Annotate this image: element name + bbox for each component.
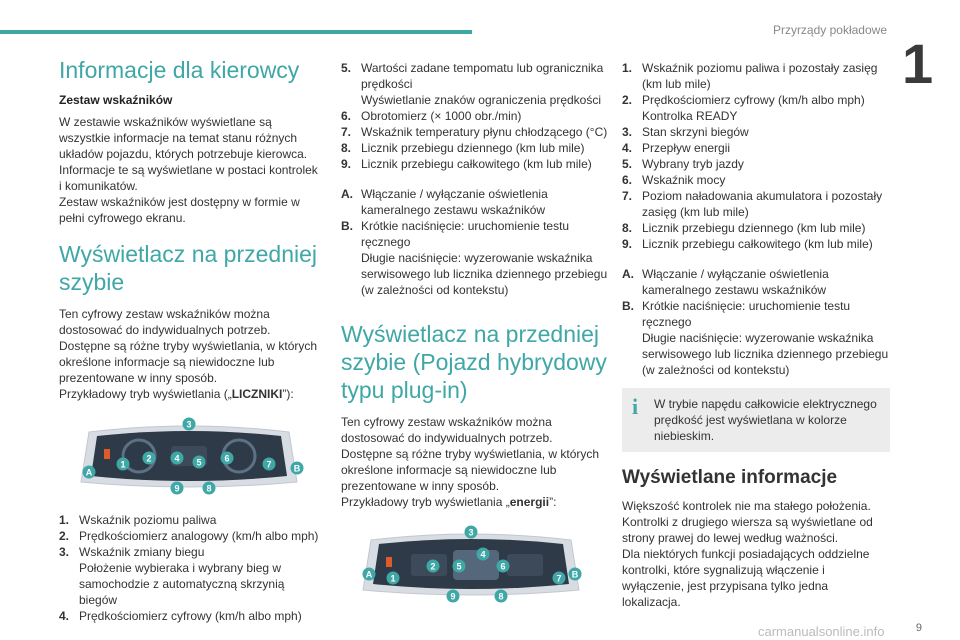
svg-text:6: 6 [500,561,506,572]
info-box [622,388,890,452]
watermark: carmanualsonline.info [758,624,885,639]
callout-7 [553,572,566,585]
list-item: 3. Stan skrzyni biegów [622,125,749,139]
list-item: A. Włączanie / wyłączanie oświetlenia kameralnego zestawu wskaźników [622,267,829,297]
list-item: 9. Licznik przebiegu całkowitego (km lub mile) [341,157,592,171]
paragraph: W zestawie wskaźników wyświetlane są wszystkie informacje na temat stanu różnych układów pojazdu, których potrzebuje kierowca. [59,115,308,161]
list-item: 7. Wskaźnik temperatury płynu chłodzącego (°C) [341,125,608,139]
legend-list-3 [622,60,890,252]
list-item: 7. Poziom naładowania akumulatora i pozostały zasięg (km lub mile) [622,189,883,219]
callout-7 [263,458,276,471]
callout-3 [183,418,196,431]
paragraph: Kontrolki z drugiego wiersza są wyświetlane od strony prawej do lewej według ważności. [622,515,873,545]
svg-text:A: A [85,467,93,478]
callout-B [291,462,304,475]
svg-text:2: 2 [430,561,436,572]
paragraph: Przykładowy tryb wyświetlania („LICZNIKI”): [59,387,294,401]
callout-9 [171,482,184,495]
list-item: 5. Wartości zadane tempomatu lub ogranicznika prędkości [341,61,604,91]
legend-list-ab-3 [622,266,890,378]
column-3 [622,60,890,610]
heading-wyswietlacz: Wyświetlacz na przedniej szybie [59,241,318,295]
heading-informacje: Informacje dla kierowcy [59,57,300,83]
svg-text:6: 6 [224,453,230,464]
list-item: 2. Prędkościomierz analogowy (km/h albo mph) [59,529,319,543]
paragraph: Większość kontrolek nie ma stałego położenia. [622,499,871,513]
callout-2 [143,452,156,465]
list-item: B. Krótkie naciśnięcie: uruchomienie testu ręcznego [341,219,570,249]
info-text: W trybie napędu całkowicie elektrycznego prędkość jest wyświetlana w kolorze niebieskim. [654,397,877,443]
list-item: A. Włączanie / wyłączanie oświetlenia kameralnego zestawu wskaźników [341,187,548,217]
svg-text:5: 5 [456,561,462,572]
legend-list-ab [341,186,609,298]
cluster-energy-illustration [341,520,601,608]
paragraph: Dla niektórych funkcji posiadających oddzielne kontrolki, które sygnalizują włączenie i wyłączenie, jest przypisana tylko jedna lokalizacja. [622,547,870,609]
list-item: 5. Wybrany tryb jazdy [622,157,744,171]
header-accent-bar [0,30,472,34]
callout-4 [477,548,490,561]
list-item: Długie naciśnięcie: wyzerowanie wskaźnika serwisowego lub licznika dziennego przebiegu (w zależności od kontekstu) [361,251,608,297]
callout-6 [497,560,510,573]
svg-text:2: 2 [146,453,152,464]
list-item: 2. Prędkościomierz cyfrowy (km/h albo mph) [622,93,865,107]
svg-text:8: 8 [498,591,504,602]
list-item: 6. Obrotomierz (× 1000 obr./min) [341,109,522,123]
callout-9 [447,590,460,603]
callout-B [569,568,582,581]
svg-text:1: 1 [390,573,396,584]
list-item: 4. Przepływ energii [622,141,731,155]
list-item: 4. Prędkościomierz cyfrowy (km/h albo mph) [59,609,302,623]
svg-text:7: 7 [266,459,272,470]
callout-2 [427,560,440,573]
legend-list-1 [59,512,323,624]
callout-1 [117,458,130,471]
info-icon: i [632,394,639,419]
list-item: Położenie wybieraka i wybrany bieg w samochodzie z automatyczną skrzynią biegów [79,561,285,607]
svg-text:8: 8 [206,483,212,494]
paragraph: Informacje te są wyświetlane w postaci kontrolek i komunikatów. [59,163,318,193]
list-item: 3. Wskaźnik zmiany biegu [59,545,205,559]
svg-text:1: 1 [120,459,126,470]
svg-text:9: 9 [174,483,180,494]
chapter-number: 1 [902,32,934,95]
paragraph: Ten cyfrowy zestaw wskaźników można dostosować do indywidualnych potrzeb. [341,415,553,445]
callout-3 [465,526,478,539]
svg-text:4: 4 [174,453,180,464]
section-title: Przyrządy pokładowe [772,23,887,37]
callout-5 [193,456,206,469]
svg-text:3: 3 [468,527,474,538]
callout-4 [171,452,184,465]
legend-list-2 [341,60,609,172]
subheading-zestaw: Zestaw wskaźników [59,93,173,107]
paragraph: Zestaw wskaźników jest dostępny w formie w pełni cyfrowego ekranu. [59,195,300,225]
list-item: 1. Wskaźnik poziomu paliwa i pozostały zasięg (km lub mile) [622,61,878,91]
list-item: Długie naciśnięcie: wyzerowanie wskaźnika serwisowego lub licznika dziennego przebiegu (w zależności od kontekstu) [642,331,889,377]
heading-hybrid: Wyświetlacz na przedniej szybie (Pojazd hybrydowy typu plug-in) [341,321,607,403]
callout-8 [203,482,216,495]
page-number: 9 [915,622,922,634]
callout-A [83,466,96,479]
svg-text:9: 9 [450,591,456,602]
heading-wyswietlane: Wyświetlane informacje [622,467,838,488]
list-item: 8. Licznik przebiegu dziennego (km lub mile) [622,221,866,235]
list-item: 9. Licznik przebiegu całkowitego (km lub mile) [622,237,873,251]
list-item: Kontrolka READY [642,109,738,123]
svg-text:7: 7 [556,573,562,584]
column-1 [59,56,323,624]
list-item: 8. Licznik przebiegu dziennego (km lub mile) [341,141,585,155]
list-item: 1. Wskaźnik poziomu paliwa [59,513,217,527]
paragraph: Dostępne są różne tryby wyświetlania, w których określone informacje są niewidoczne lub prezentowane w inny sposób. [341,447,600,493]
svg-text:A: A [365,569,373,580]
list-item: Wyświetlanie znaków ograniczenia prędkości [361,93,602,107]
callout-1 [387,572,400,585]
svg-text:4: 4 [480,549,486,560]
paragraph: Przykładowy tryb wyświetlania „energii”: [341,495,557,509]
callout-8 [495,590,508,603]
instrument-cluster-figure-counters [59,412,319,500]
column-2 [341,60,609,620]
svg-text:5: 5 [196,457,202,468]
cluster-counters-illustration [59,412,319,500]
list-item: 6. Wskaźnik mocy [622,173,726,187]
callout-6 [221,452,234,465]
callout-5 [453,560,466,573]
paragraph: Ten cyfrowy zestaw wskaźników można dostosować do indywidualnych potrzeb. [59,307,271,337]
svg-text:B: B [293,463,301,474]
list-item: B. Krótkie naciśnięcie: uruchomienie testu ręcznego [622,299,851,329]
svg-text:3: 3 [186,419,192,430]
paragraph: Dostępne są różne tryby wyświetlania, w których określone informacje są niewidoczne lub prezentowane w inny sposób. [59,339,318,385]
instrument-cluster-figure-energy [341,520,601,608]
callout-A [363,568,376,581]
svg-text:B: B [571,569,579,580]
